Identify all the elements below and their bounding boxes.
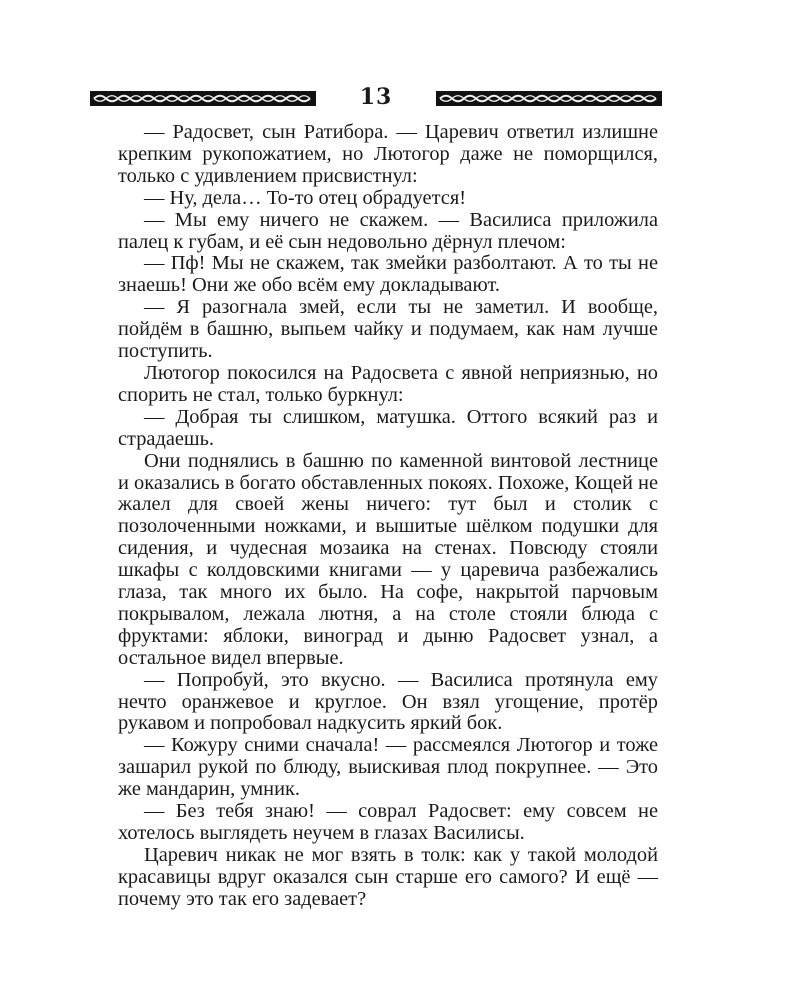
paragraph: — Без тебя знаю! — соврал Радосвет: ему совсем не хотелось выглядеть неучем в глазах Василисы. [118,800,658,844]
paragraph: Царевич никак не мог взять в толк: как у такой молодой красавицы вдруг оказался сын старше его самого? И ещё — почему это так его задевает? [118,843,658,910]
paragraph: — Мы ему ничего не скажем. — Василиса приложила палец к губам, и её сын недовольно дёрнул плечом: [118,208,658,253]
page-number: 13 [359,84,393,110]
page-header [90,86,662,110]
paragraph: Лютогор покосился на Радосвета с явной неприязнью, но спорить не стал, только буркнул: [118,361,658,406]
paragraph: — Я разогнала змей, если ты не заметил. И вообще, пойдём в башню, выпьем чайку и подумаем, как нам лучше поступить. [118,296,658,363]
paragraph: — Ну, дела… То-то отец обрадуется! [144,186,466,209]
paragraph: — Попробуй, это вкусно. — Василиса протянула ему нечто оранжевое и круглое. Он взял угощение, протёр рукавом и попробовал надкусить яркий бок. [118,668,658,735]
body-text [118,122,658,911]
paragraph: — Кожуру сними сначала! — рассмеялся Лютогор и тоже зашарил рукой по блюду, выискивая плод покрупнее. — Это же мандарин, умник. [118,734,658,801]
header-ornament-right [436,91,662,106]
paragraph: — Пф! Мы не скажем, так змейки разболтают. А то ты не знаешь! Они же обо всём ему докладывают. [118,252,658,297]
paragraph: — Добрая ты слишком, матушка. Оттого всякий раз и страдаешь. [118,405,658,450]
paragraph: Они поднялись в башню по каменной винтовой лестнице и оказались в богато обставленных покоях. Похоже, Кощей не жалел для своей жены ничего: тут был и столик с позолоченными ножками, и вышитые шёлком подушки для сидения, и чудесная мозаика на стенах. Повсюду стояли шкафы с колдовскими книгами — у царевича разбежались глаза, так много их было. На софе, накрытой парчовым покрывалом, лежала лютня, а на столе стояли блюда с фруктами: яблоки, виноград и дыню Радосвет узнал, а остальное видел впервые. [118,449,658,669]
header-ornament-left [90,91,316,106]
paragraph: — Радосвет, сын Ратибора. — Царевич ответил излишне крепким рукопожатием, но Лютогор даже не поморщился, только с удивлением присвистнул: [118,121,658,187]
